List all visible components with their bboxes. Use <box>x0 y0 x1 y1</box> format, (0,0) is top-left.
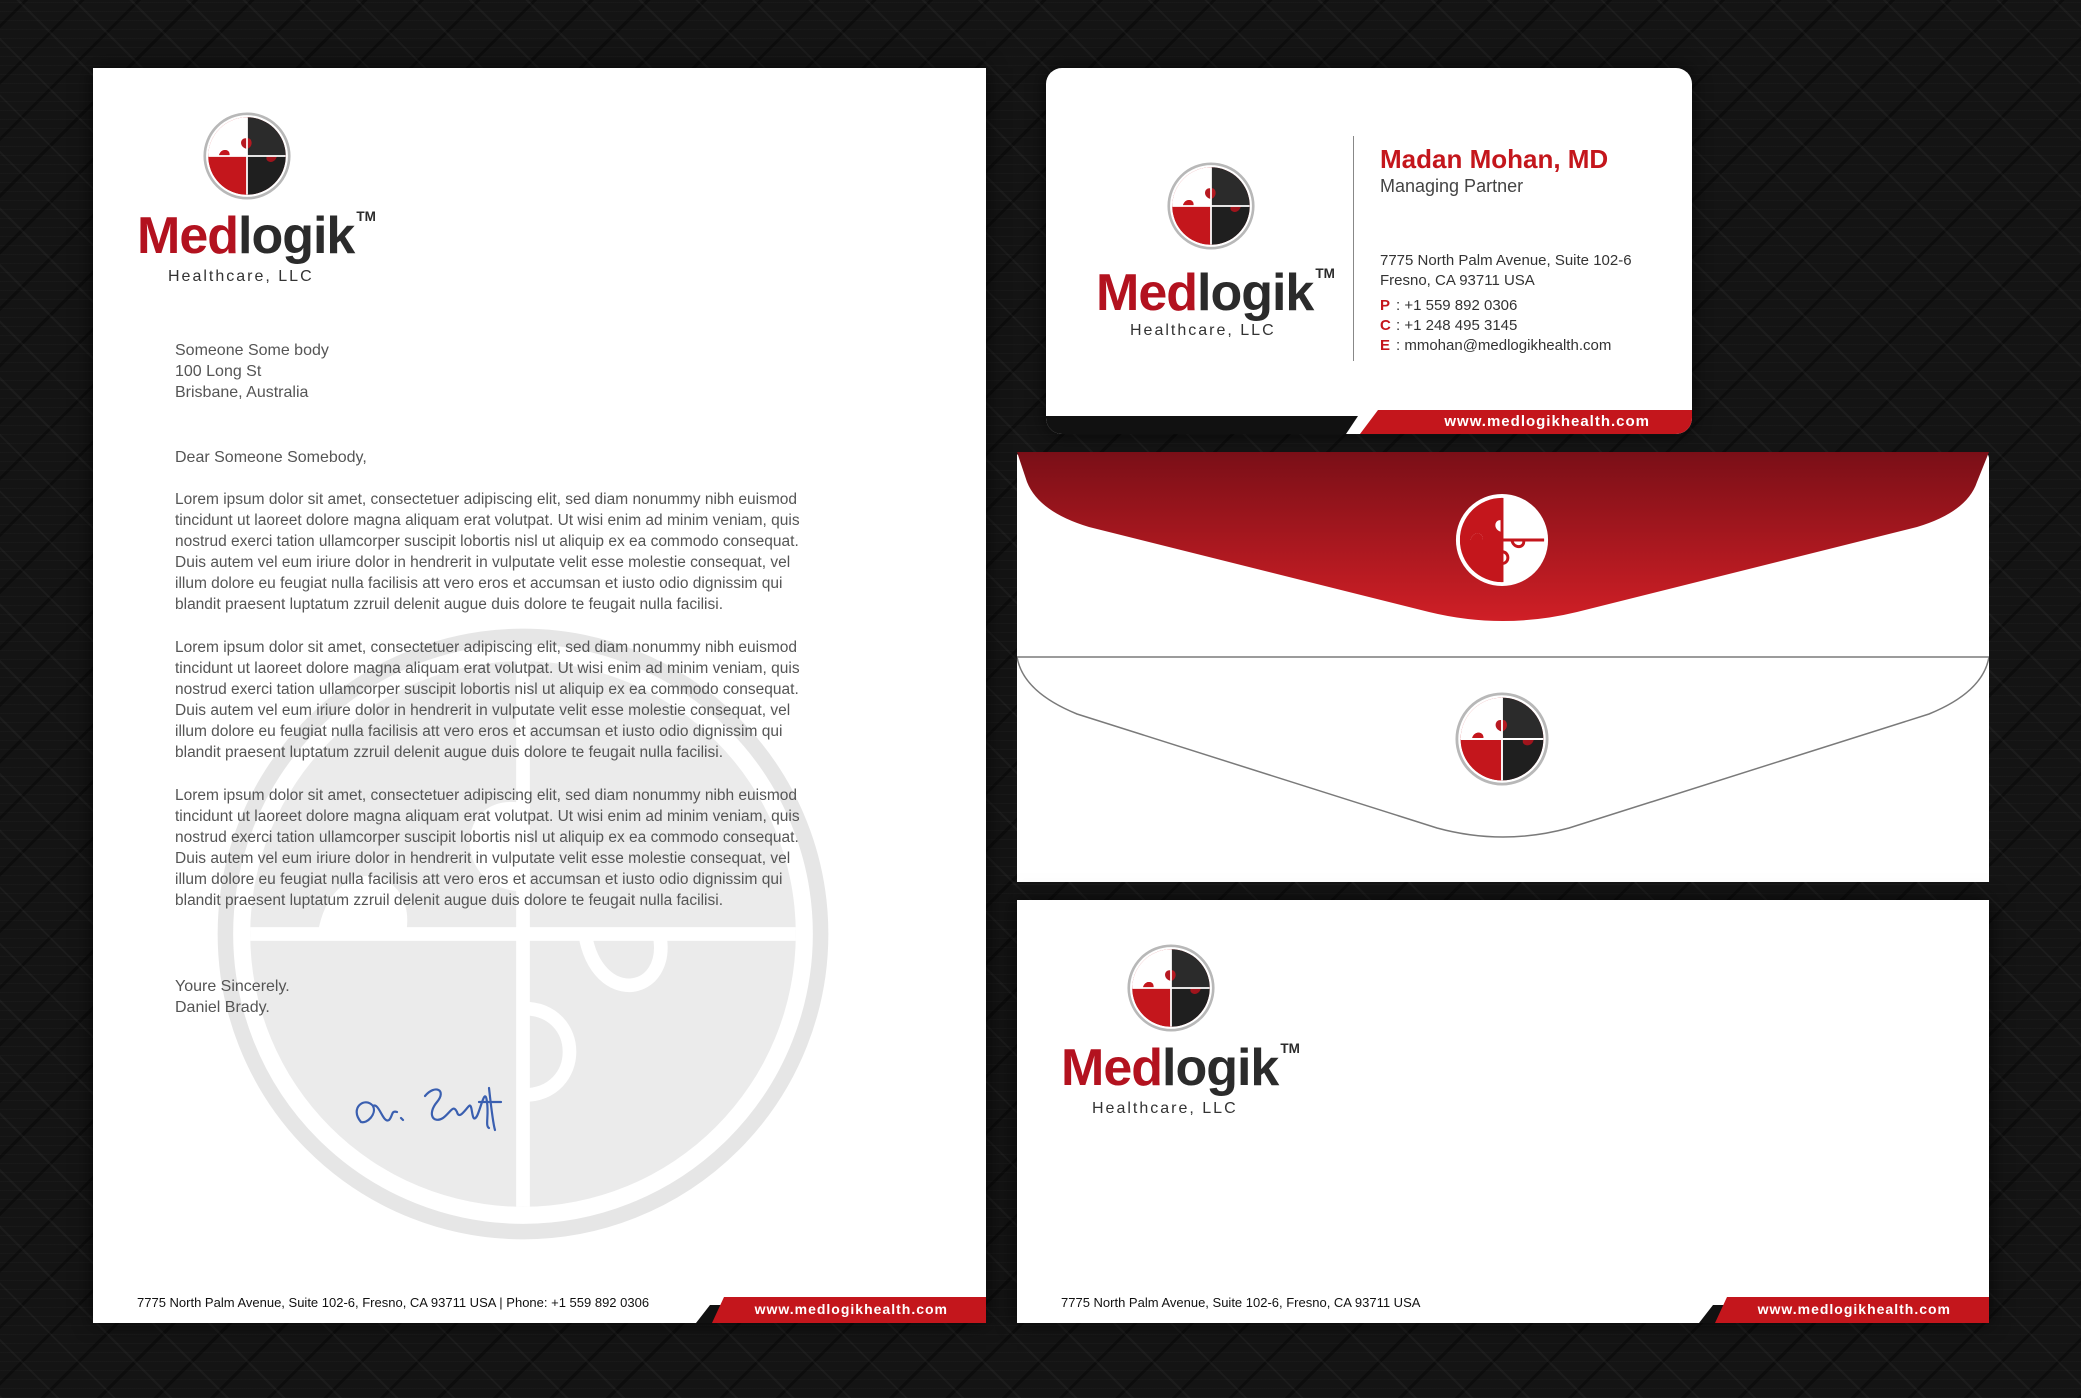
phone-value[interactable]: : +1 559 892 0306 <box>1396 297 1518 314</box>
trademark-symbol: TM <box>1280 1041 1300 1056</box>
contact-title: Managing Partner <box>1380 176 1524 196</box>
body-line: Duis autem vel eum iriure dolor in hendrerit in vulputate velit esse molestie consequat, vel <box>175 850 791 867</box>
brand-tagline: Healthcare, LLC <box>1130 322 1276 339</box>
puzzle-white-icon <box>1453 491 1551 589</box>
contact-name: Madan Mohan, MD <box>1380 144 1609 174</box>
body-line: Duis autem vel eum iriure dolor in hendrerit in vulputate velit esse molestie consequat, vel <box>175 702 791 719</box>
closing-line: Youre Sincerely. <box>175 978 290 995</box>
brand-wordmark <box>1061 1039 1300 1097</box>
brand-tagline: Healthcare, LLC <box>1092 1100 1238 1117</box>
brand-wordmark <box>137 207 376 265</box>
trademark-symbol: TM <box>1315 266 1335 281</box>
body-line: tincidunt ut laoreet dolore magna aliquam erat volutpat. Ut wisi enim ad minim veniam, quis <box>175 512 800 529</box>
recipient-line: 100 Long St <box>175 363 262 380</box>
puzzle-emblem-icon <box>1455 692 1549 786</box>
website-link[interactable]: www.medlogikhealth.com <box>754 1301 948 1317</box>
website-strip <box>1046 404 1692 434</box>
body-paragraph-1 <box>175 489 895 615</box>
cell-value[interactable]: : +1 248 495 3145 <box>1396 317 1518 334</box>
brand-name-part1: Med <box>1096 264 1197 322</box>
closing <box>175 976 290 1018</box>
body-line: tincidunt ut laoreet dolore magna aliquam erat volutpat. Ut wisi enim ad minim veniam, quis <box>175 808 800 825</box>
brand-name-part2: logik <box>238 207 355 265</box>
brand-name-part1: Med <box>1061 1039 1162 1097</box>
address-line: Fresno, CA 93711 USA <box>1380 272 1535 289</box>
body-line: Lorem ipsum dolor sit amet, consectetuer adipiscing elit, sed diam nonummy nibh euismod <box>175 491 798 508</box>
brand-name-part1: Med <box>137 207 238 265</box>
phone-key: P <box>1380 297 1391 314</box>
closing-line: Daniel Brady. <box>175 999 270 1016</box>
website-strip <box>1699 1297 1989 1323</box>
website-link[interactable]: www.medlogikhealth.com <box>1757 1301 1951 1317</box>
body-line: illum dolore eu feugiat nulla facilisis att vero eros et accumsan et iusto odio dignissim qui <box>175 575 783 592</box>
card-divider <box>1353 136 1354 361</box>
letterhead-sheet <box>93 68 986 1323</box>
brand-wordmark <box>1096 264 1335 322</box>
cell-key: C <box>1380 317 1391 334</box>
body-line: illum dolore eu feugiat nulla facilisis att vero eros et accumsan et iusto odio dignissim qui <box>175 871 783 888</box>
brand-tagline: Healthcare, LLC <box>168 268 314 285</box>
footer-address: 7775 North Palm Avenue, Suite 102-6, Fresno, CA 93711 USA <box>1061 1295 1421 1310</box>
body-line: tincidunt ut laoreet dolore magna aliquam erat volutpat. Ut wisi enim ad minim veniam, quis <box>175 660 800 677</box>
contact-phone-row <box>1380 296 1611 316</box>
handwritten-signature <box>339 1066 519 1146</box>
envelope-back <box>1017 452 1989 882</box>
contact-cell-row <box>1380 316 1611 336</box>
email-key: E <box>1380 337 1391 354</box>
footer-address: 7775 North Palm Avenue, Suite 102-6, Fresno, CA 93711 USA | Phone: +1 559 892 0306 <box>137 1295 650 1310</box>
body-paragraph-2 <box>175 637 895 763</box>
puzzle-emblem-icon <box>1167 162 1255 250</box>
envelope-front <box>1017 900 1989 1323</box>
body-line: Lorem ipsum dolor sit amet, consectetuer adipiscing elit, sed diam nonummy nibh euismod <box>175 639 798 656</box>
website-link[interactable]: www.medlogikhealth.com <box>1444 413 1650 430</box>
website-strip <box>696 1297 986 1323</box>
trademark-symbol: TM <box>356 209 376 224</box>
body-line: nostrud exerci tation ullamcorper suscipit lobortis nisl ut aliquip ex ea commodo consequat. <box>175 533 799 550</box>
brand-name-part2: logik <box>1197 264 1314 322</box>
contact-details <box>1380 296 1611 356</box>
contact-email-row <box>1380 336 1611 356</box>
body-line: Duis autem vel eum iriure dolor in hendrerit in vulputate velit esse molestie consequat, vel <box>175 554 791 571</box>
body-line: blandit praesent luptatum zzruil delenit augue duis dolore te feugait nulla facilisi. <box>175 892 724 909</box>
recipient-address <box>175 340 329 403</box>
body-line: blandit praesent luptatum zzruil delenit augue duis dolore te feugait nulla facilisi. <box>175 596 724 613</box>
envelope-logo <box>1061 944 1300 1124</box>
body-line: nostrud exerci tation ullamcorper suscipit lobortis nisl ut aliquip ex ea commodo consequat. <box>175 681 799 698</box>
email-value[interactable]: : mmohan@medlogikhealth.com <box>1396 337 1612 354</box>
body-paragraph-3 <box>175 785 895 911</box>
card-logo <box>1096 162 1346 339</box>
salutation: Dear Someone Somebody, <box>175 449 367 466</box>
puzzle-emblem-icon <box>1127 944 1215 1032</box>
business-card <box>1046 68 1692 434</box>
body-line: Lorem ipsum dolor sit amet, consectetuer adipiscing elit, sed diam nonummy nibh euismod <box>175 787 798 804</box>
letterhead-logo <box>137 112 376 292</box>
contact-address <box>1380 251 1632 291</box>
recipient-line: Someone Some body <box>175 342 329 359</box>
body-line: nostrud exerci tation ullamcorper suscipit lobortis nisl ut aliquip ex ea commodo consequat. <box>175 829 799 846</box>
address-line: 7775 North Palm Avenue, Suite 102-6 <box>1380 252 1632 269</box>
recipient-line: Brisbane, Australia <box>175 384 309 401</box>
body-line: blandit praesent luptatum zzruil delenit augue duis dolore te feugait nulla facilisi. <box>175 744 724 761</box>
body-line: illum dolore eu feugiat nulla facilisis att vero eros et accumsan et iusto odio dignissim qui <box>175 723 783 740</box>
puzzle-emblem-icon <box>203 112 291 200</box>
brand-name-part2: logik <box>1162 1039 1279 1097</box>
